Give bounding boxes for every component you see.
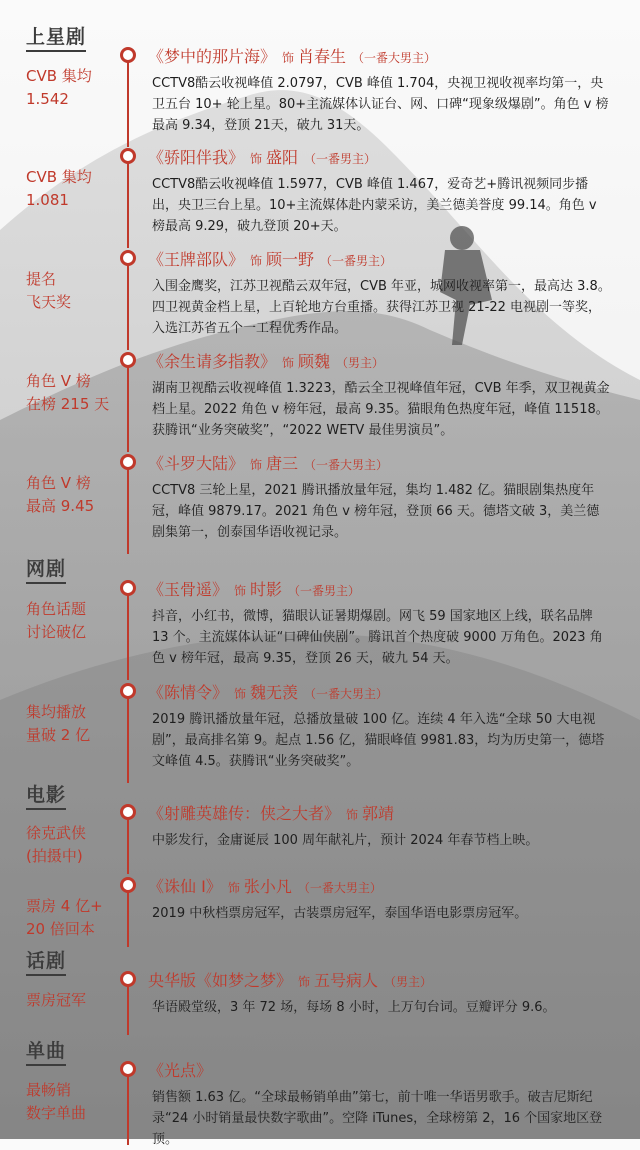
timeline-entry <box>0 683 640 779</box>
timeline-dot-icon <box>120 877 136 893</box>
timeline-line <box>127 258 129 350</box>
timeline-line <box>127 885 129 947</box>
section-heading <box>26 554 66 581</box>
work-title-line <box>148 577 360 600</box>
work-title: 《斗罗大陆》 <box>148 454 245 473</box>
work-description: CCTV8酷云收视峰值 1.5977，CVB 峰值 1.467，爱奇艺+腾讯视频同步播出，央卫三台上星。10+主流媒体赴内蒙采访，美兰德美誉度 99.14。角色 v 榜最高 9.29，破九登顶 20+天。 <box>152 177 597 234</box>
section-heading-text: 单曲 <box>26 1040 67 1062</box>
role-type: （一番男主） <box>288 584 361 598</box>
timeline-dot-icon <box>120 148 136 164</box>
work-description: 入围金鹰奖，江苏卫视酷云双年冠，CVB 年亚，城网收视率第一，最高达 3.8。四卫视黄金档上星，上百轮地方台重播。获得江苏卫视 21-22 电视剧一等奖，入选江苏省五个一工程优秀作品。 <box>152 279 611 336</box>
timeline-dot-icon <box>120 804 136 820</box>
achievement-label: CVB 集均 1.542 <box>26 67 92 108</box>
character-name: 盛阳 <box>266 148 299 167</box>
work-description: 湖南卫视酷云收视峰值 1.3223，酷云全卫视峰值年冠，CVB 年季，双卫视黄金档上星。2022 角色 v 榜年冠，最高 9.35。猫眼角色热度年冠，峰值 11518。获腾讯“业务突破奖”，“2022 WETV 最佳男演员”。 <box>152 381 610 438</box>
role-connector: 饰 <box>298 975 311 989</box>
timeline-dot-icon <box>120 454 136 470</box>
work-title: 《骄阳伴我》 <box>148 148 245 167</box>
work-title-line <box>148 1058 212 1081</box>
section-heading <box>26 780 66 807</box>
role-connector: 饰 <box>346 808 359 822</box>
timeline-dot-icon <box>120 250 136 266</box>
timeline-dot-icon <box>120 1061 136 1077</box>
timeline-dot-icon <box>120 683 136 699</box>
role-type: （一番男主） <box>304 152 377 166</box>
work-title: 《王牌部队》 <box>148 250 245 269</box>
timeline-line <box>127 979 129 1035</box>
timeline-entry <box>0 352 640 448</box>
work-title: 《玉骨遥》 <box>148 580 229 599</box>
timeline-line <box>127 691 129 783</box>
work-title: 《光点》 <box>148 1061 213 1080</box>
work-title-line <box>148 874 382 897</box>
timeline-entry <box>0 148 640 244</box>
role-connector: 饰 <box>282 356 295 370</box>
timeline-line <box>127 156 129 248</box>
role-type: （一番大男主） <box>297 881 382 895</box>
achievement-label: 角色 V 榜 在榜 215 天 <box>26 372 110 413</box>
role-connector: 饰 <box>250 254 263 268</box>
timeline-entry <box>0 580 640 676</box>
achievement-label: CVB 集均 1.081 <box>26 168 92 209</box>
timeline-line <box>127 462 129 554</box>
character-name: 郭靖 <box>362 804 395 823</box>
achievement-label: 票房 4 亿+ 20 倍回本 <box>26 897 103 938</box>
timeline-entry <box>0 454 640 550</box>
timeline-line <box>127 360 129 452</box>
role-connector: 饰 <box>234 584 247 598</box>
work-title-line <box>148 968 432 991</box>
achievement-label: 角色 V 榜 最高 9.45 <box>26 474 95 515</box>
character-name: 魏无羡 <box>250 683 299 702</box>
achievement-label: 提名 飞天奖 <box>26 270 72 311</box>
timeline-entry <box>0 47 640 143</box>
work-title: 《诛仙 Ⅰ》 <box>148 877 222 896</box>
section-heading-text: 话剧 <box>26 950 67 972</box>
work-title-line <box>148 349 384 372</box>
achievement-label: 角色话题 讨论破亿 <box>26 600 87 641</box>
achievement-label: 票房冠军 <box>26 991 87 1009</box>
character-name: 张小凡 <box>243 877 292 896</box>
timeline-entry <box>0 877 640 943</box>
section-heading <box>26 22 86 49</box>
timeline-dot-icon <box>120 580 136 596</box>
character-name: 唐三 <box>266 454 299 473</box>
work-description: 华语殿堂级，3 年 72 场，每场 8 小时，上万句台词。豆瓣评分 9.6。 <box>152 1000 556 1015</box>
timeline-line <box>127 1069 129 1145</box>
timeline-entry <box>0 804 640 870</box>
work-title-line <box>148 145 376 168</box>
timeline-dot-icon <box>120 47 136 63</box>
work-description: 抖音，小红书，微博，猫眼认证暑期爆剧。网飞 59 国家地区上线，联名品牌 13 个。主流媒体认证“口碑仙侠剧”。腾讯首个热度破 9000 万角色。2023 角色 v 榜年冠，最高 9.35，登顶 26 天，破九 54 天。 <box>152 609 603 666</box>
work-description: 销售额 1.63 亿。“全球最畅销单曲”第七，前十唯一华语男歌手。破吉尼斯纪录“24 小时销量最快数字歌曲”。空降 iTunes，全球榜第 2，16 个国家地区登顶。 <box>152 1090 603 1147</box>
work-title-line <box>148 247 392 270</box>
work-title-line <box>148 680 388 703</box>
role-connector: 饰 <box>227 881 240 895</box>
section-heading-text: 网剧 <box>26 558 67 580</box>
timeline-entry <box>0 1061 640 1147</box>
work-title-line <box>148 801 394 824</box>
role-connector: 饰 <box>250 152 263 166</box>
section-heading-text: 电影 <box>26 784 67 806</box>
character-name: 顾一野 <box>266 250 315 269</box>
character-name: 时影 <box>250 580 283 599</box>
work-description: CCTV8酷云收视峰值 2.0797，CVB 峰值 1.704，央视卫视收视率均第一，央卫五台 10+ 轮上星。80+主流媒体认证台、网、口碑“现象级爆剧”。角色 v 榜最高 9.34，登顶 21天，破九 31天。 <box>152 76 609 133</box>
timeline-line <box>127 55 129 147</box>
timeline-dot-icon <box>120 352 136 368</box>
role-type: （一番大男主） <box>352 51 437 65</box>
work-title: 《余生请多指教》 <box>148 352 277 371</box>
section-heading <box>26 946 66 973</box>
work-title: 《陈情令》 <box>148 683 229 702</box>
role-connector: 饰 <box>234 687 247 701</box>
achievement-label: 集均播放 量破 2 亿 <box>26 703 91 744</box>
role-type: （男主） <box>384 975 433 989</box>
achievement-label: 最畅销 数字单曲 <box>26 1081 87 1122</box>
timeline-entry <box>0 971 640 1031</box>
timeline-entry <box>0 250 640 346</box>
work-description: 中影发行，金庸诞辰 100 周年献礼片，预计 2024 年春节档上映。 <box>152 833 539 848</box>
work-title-line <box>148 44 436 67</box>
work-title: 《梦中的那片海》 <box>148 47 277 66</box>
work-description: CCTV8 三轮上星，2021 腾讯播放量年冠，集均 1.482 亿。猫眼剧集热度年冠，峰值 9879.17。2021 角色 v 榜年冠，登顶 66 天。德塔文破 3，美兰德剧集第一，创泰国华语收视记录。 <box>152 483 600 540</box>
work-description: 2019 中秋档票房冠军，古装票房冠军，泰国华语电影票房冠军。 <box>152 906 528 921</box>
role-type: （男主） <box>336 356 385 370</box>
work-title: 央华版《如梦之梦》 <box>148 971 293 990</box>
character-name: 肖春生 <box>298 47 347 66</box>
role-connector: 饰 <box>250 458 263 472</box>
work-description: 2019 腾讯播放量年冠，总播放量破 100 亿。连续 4 年入选“全球 50 大电视剧”，最高排名第 9。起点 1.56 亿，猫眼峰值 9981.83，均为历史第一，德塔文峰值 4.5。获腾讯“业务突破奖”。 <box>152 712 605 769</box>
timeline-line <box>127 588 129 680</box>
work-title: 《射雕英雄传：侠之大者》 <box>148 804 341 823</box>
role-type: （一番大男主） <box>304 687 389 701</box>
timeline-line <box>127 812 129 874</box>
role-type: （一番大男主） <box>304 458 389 472</box>
work-title-line <box>148 451 388 474</box>
role-type: （一番男主） <box>320 254 393 268</box>
character-name: 顾魏 <box>298 352 331 371</box>
role-connector: 饰 <box>282 51 295 65</box>
section-heading <box>26 1036 66 1063</box>
timeline-dot-icon <box>120 971 136 987</box>
section-heading-text: 上星剧 <box>26 26 87 48</box>
character-name: 五号病人 <box>314 971 379 990</box>
achievement-label: 徐克武侠 (拍摄中) <box>26 824 87 865</box>
